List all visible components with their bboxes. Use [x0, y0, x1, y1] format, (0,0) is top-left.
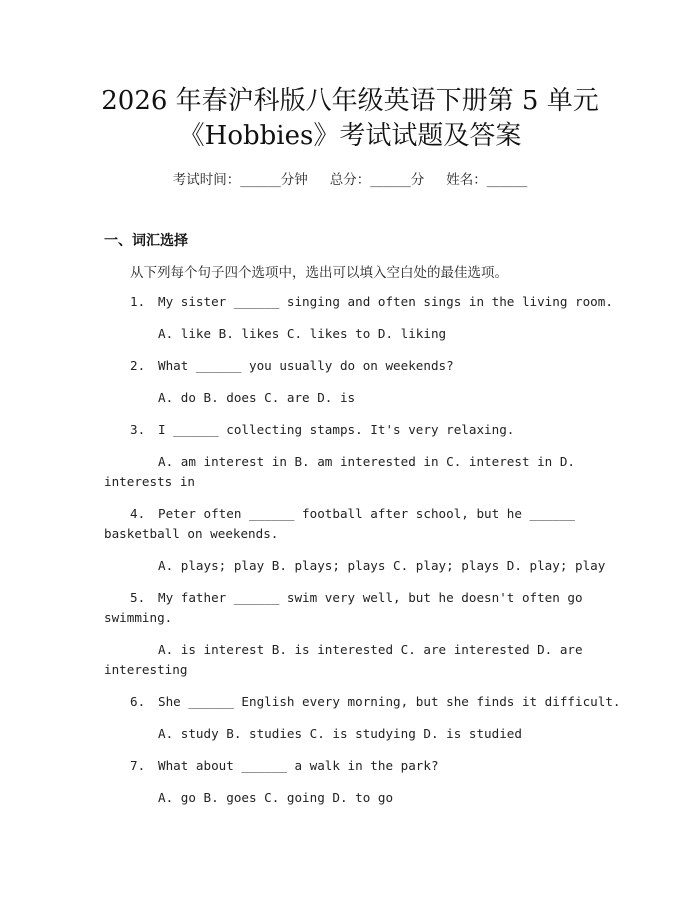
question-number: 4. [130, 506, 146, 521]
question-7-options: A. go B. goes C. going D. to go [158, 790, 394, 805]
question-3 [130, 420, 514, 440]
question-text: What ______ you usually do on weekends? [158, 358, 454, 373]
question-number: 7. [130, 758, 146, 773]
question-4-options: A. plays; play B. plays; plays C. play; plays D. play; play [158, 558, 606, 573]
question-5-text-continued: swimming. [104, 610, 173, 625]
question-number: 2. [130, 358, 146, 373]
question-6-options: A. study B. studies C. is studying D. is studied [158, 726, 522, 741]
question-7 [130, 756, 439, 776]
question-1-options: A. like B. likes C. likes to D. liking [158, 326, 447, 341]
section-instruction: 从下列每个句子四个选项中，选出可以填入空白处的最佳选项。 [130, 265, 508, 281]
question-3-options-continued: interests in [104, 474, 195, 489]
exam-title-line2: 《Hobbies》考试试题及答案 [178, 121, 522, 151]
question-text: Peter often ______ football after school, but he ______ [158, 506, 576, 521]
section-heading: 一、词汇选择 [104, 233, 188, 249]
exam-meta [0, 168, 700, 188]
question-text: What about ______ a walk in the park? [158, 758, 439, 773]
question-text: My sister ______ singing and often sings in the living room. [158, 294, 613, 309]
exam-time-field: 考试时间：______分钟 [172, 172, 308, 188]
question-number: 3. [130, 422, 146, 437]
question-5 [130, 588, 583, 608]
question-3-options: A. am interest in B. am interested in C. interest in D. [158, 454, 576, 469]
question-6 [130, 692, 621, 712]
exam-title-line1: 2026 年春沪科版八年级英语下册第 5 单元 [101, 86, 599, 116]
question-2 [130, 356, 454, 376]
question-number: 5. [130, 590, 146, 605]
question-text: My father ______ swim very well, but he doesn't often go [158, 590, 583, 605]
question-number: 1. [130, 294, 146, 309]
question-4 [130, 504, 575, 524]
question-number: 6. [130, 694, 146, 709]
question-2-options: A. do B. does C. are D. is [158, 390, 356, 405]
question-1 [130, 292, 613, 312]
student-name-field: 姓名：______ [446, 172, 528, 188]
question-5-options-continued: interesting [104, 662, 188, 677]
total-score-field: 总分：______分 [329, 172, 425, 188]
question-4-text-continued: basketball on weekends. [104, 526, 279, 541]
question-5-options: A. is interest B. is interested C. are interested D. are [158, 642, 583, 657]
question-text: I ______ collecting stamps. It's very relaxing. [158, 422, 515, 437]
question-text: She ______ English every morning, but she finds it difficult. [158, 694, 621, 709]
